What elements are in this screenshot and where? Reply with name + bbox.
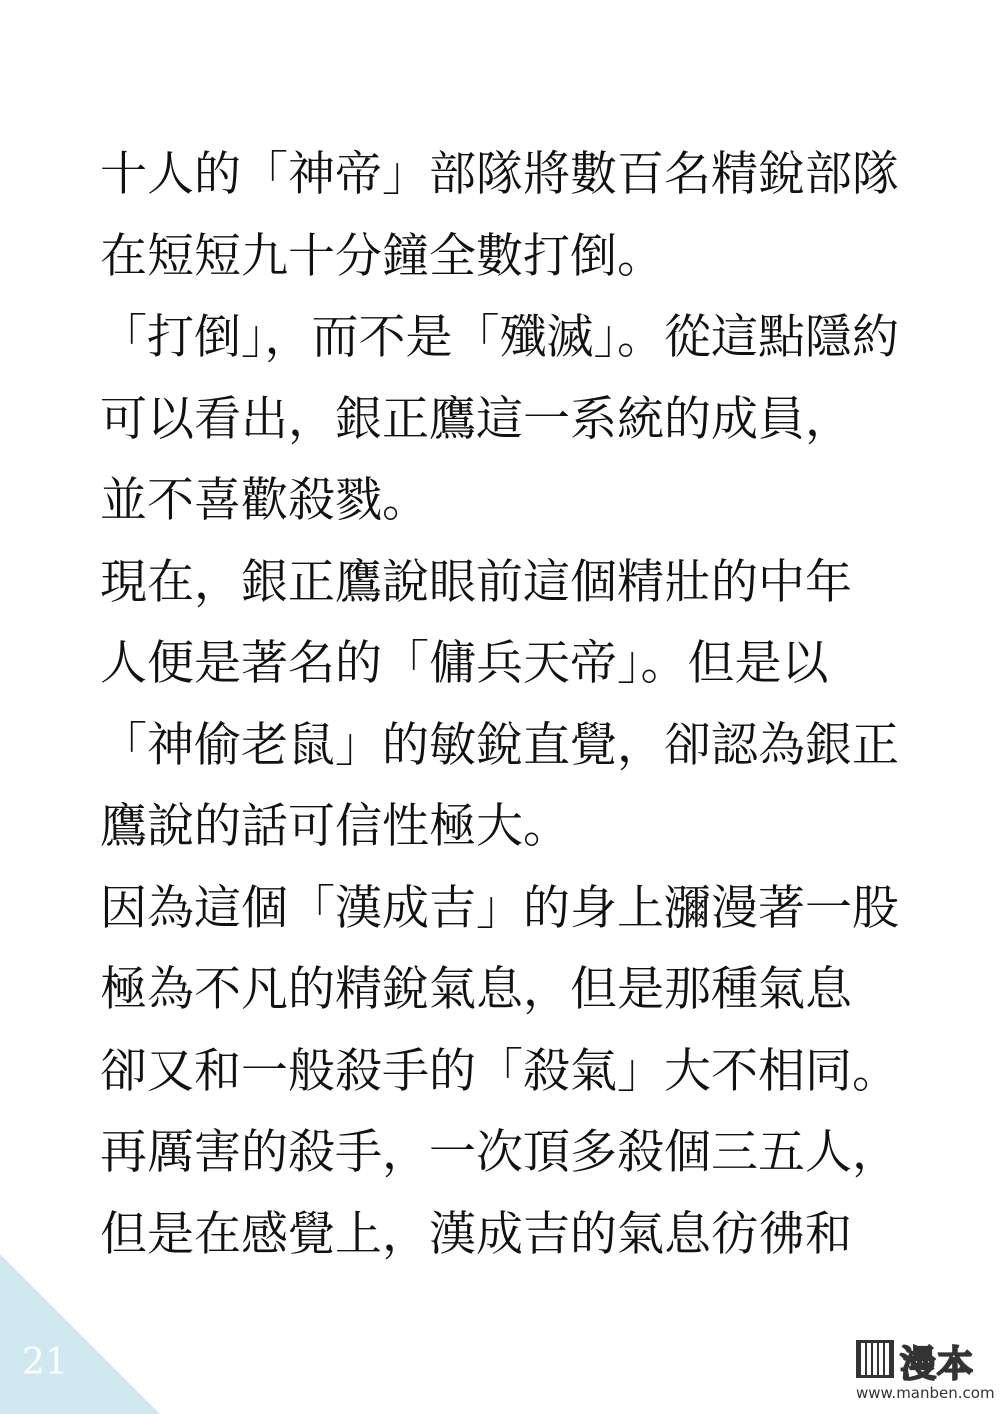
watermark-name: 漫本 xyxy=(900,1344,975,1385)
text-line: 但是在感覺上，漢成吉的氣息彷彿和 xyxy=(100,1206,852,1262)
text-line: 因為這個「漢成吉」的身上瀰漫著一股 xyxy=(100,880,899,936)
watermark-logo xyxy=(856,1340,995,1406)
text-line: 可以看出，銀正鷹這一系統的成員， xyxy=(100,391,852,447)
text-line: 卻又和一般殺手的「殺氣」大不相同。 xyxy=(100,1043,899,1099)
text-line: 再厲害的殺手，一次頂多殺個三五人， xyxy=(100,1125,899,1180)
text-line: 「神偷老鼠」的敏銳直覺，卻認為銀正 xyxy=(100,717,899,773)
page-number: 21 xyxy=(22,1342,68,1383)
text-line: 並不喜歡殺戮。 xyxy=(100,473,429,528)
watermark-url: www.manben.com xyxy=(856,1384,995,1402)
text-line: 在短短九十分鐘全數打倒。 xyxy=(100,228,664,284)
text-line: 人便是著名的「傭兵天帝」。但是以 xyxy=(100,636,829,691)
text-line: 鷹說的話可信性極大。 xyxy=(100,799,570,854)
body-text xyxy=(100,134,960,1275)
text-line: 「打倒」，而不是「殲滅」。從這點隱約 xyxy=(100,310,899,365)
logo-icon xyxy=(856,1340,894,1378)
corner-triangle xyxy=(0,1254,160,1414)
text-line: 現在，銀正鷹說眼前這個精壯的中年 xyxy=(100,554,852,610)
text-line: 極為不凡的精銳氣息，但是那種氣息 xyxy=(100,962,852,1017)
text-line: 十人的「神帝」部隊將數百名精銳部隊 xyxy=(100,147,899,202)
